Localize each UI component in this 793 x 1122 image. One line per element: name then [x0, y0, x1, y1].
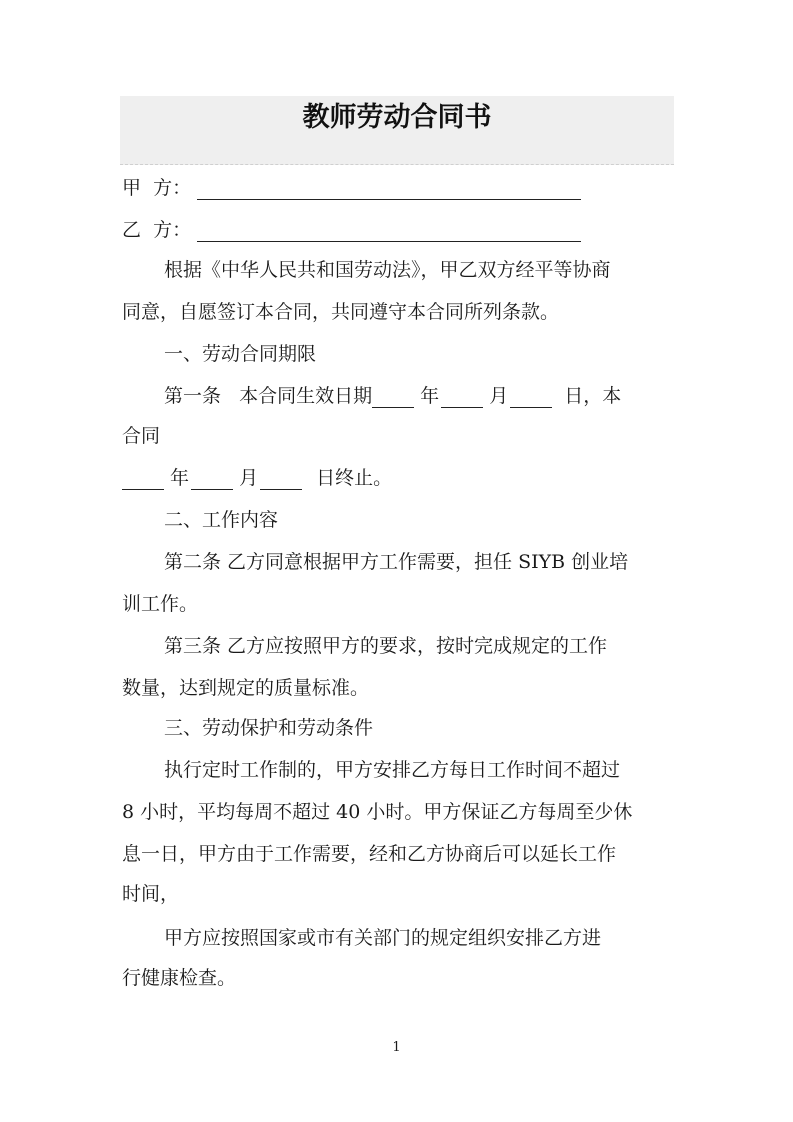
article-2-line-2: 训工作。: [122, 593, 199, 615]
party-a-signature-line[interactable]: [197, 181, 581, 200]
paragraph-3-line-1: 执行定时工作制的，甲方安排乙方每日工作时间不超过: [164, 759, 621, 781]
document-title: 教师劳动合同书: [302, 102, 492, 133]
start-month-blank[interactable]: [441, 389, 483, 408]
article-1-line-2: 合同: [122, 425, 161, 447]
article-1-month-2: 月: [239, 467, 259, 489]
article-1-month: 月: [489, 385, 509, 407]
paragraph-3-line-2: 8 小时，平均每周不超过 40 小时。甲方保证乙方每周至少休: [122, 801, 633, 823]
page-number: 1: [392, 1040, 401, 1055]
section-2-heading: 二、工作内容: [164, 509, 279, 531]
party-b-signature-line[interactable]: [197, 223, 581, 242]
start-year-blank[interactable]: [372, 389, 414, 408]
intro-line-1: 根据《中华人民共和国劳动法》，甲乙双方经平等协商: [164, 259, 611, 281]
article-1-end: 日终止。: [316, 467, 393, 489]
article-1-text: 第一条 本合同生效日期: [164, 385, 373, 407]
article-1-year-2: 年: [170, 467, 190, 489]
party-a-label: 甲 方：: [122, 177, 192, 199]
paragraph-4-line-2: 行健康检查。: [122, 967, 237, 989]
paragraph-3-line-4: 时间，: [122, 883, 180, 905]
article-1-line-3: [122, 466, 392, 490]
paragraph-4-line-1: 甲方应按照国家或市有关部门的规定组织安排乙方进: [164, 927, 602, 949]
section-1-heading: 一、劳动合同期限: [164, 343, 317, 365]
party-a-row: [122, 176, 581, 200]
start-day-blank[interactable]: [510, 389, 552, 408]
article-3-line-1: 第三条 乙方应按照甲方的要求，按时完成规定的工作: [164, 635, 608, 657]
end-year-blank[interactable]: [122, 471, 164, 490]
party-b-row: [122, 218, 581, 242]
intro-line-2: 同意，自愿签订本合同，共同遵守本合同所列条款。: [122, 301, 560, 323]
title-band: [120, 96, 674, 165]
paragraph-3-line-3: 息一日，甲方由于工作需要，经和乙方协商后可以延长工作: [122, 843, 617, 865]
article-2-line-1: 第二条 乙方同意根据甲方工作需要，担任 SIYB 创业培: [164, 551, 629, 573]
party-b-label: 乙 方：: [122, 219, 192, 241]
article-1-year: 年: [420, 385, 440, 407]
article-3-line-2: 数量，达到规定的质量标准。: [122, 677, 370, 699]
article-1-day: 日，本: [564, 385, 622, 407]
section-3-heading: 三、劳动保护和劳动条件: [164, 717, 374, 739]
end-month-blank[interactable]: [191, 471, 233, 490]
article-1-line-1: [164, 384, 621, 408]
end-day-blank[interactable]: [260, 471, 302, 490]
